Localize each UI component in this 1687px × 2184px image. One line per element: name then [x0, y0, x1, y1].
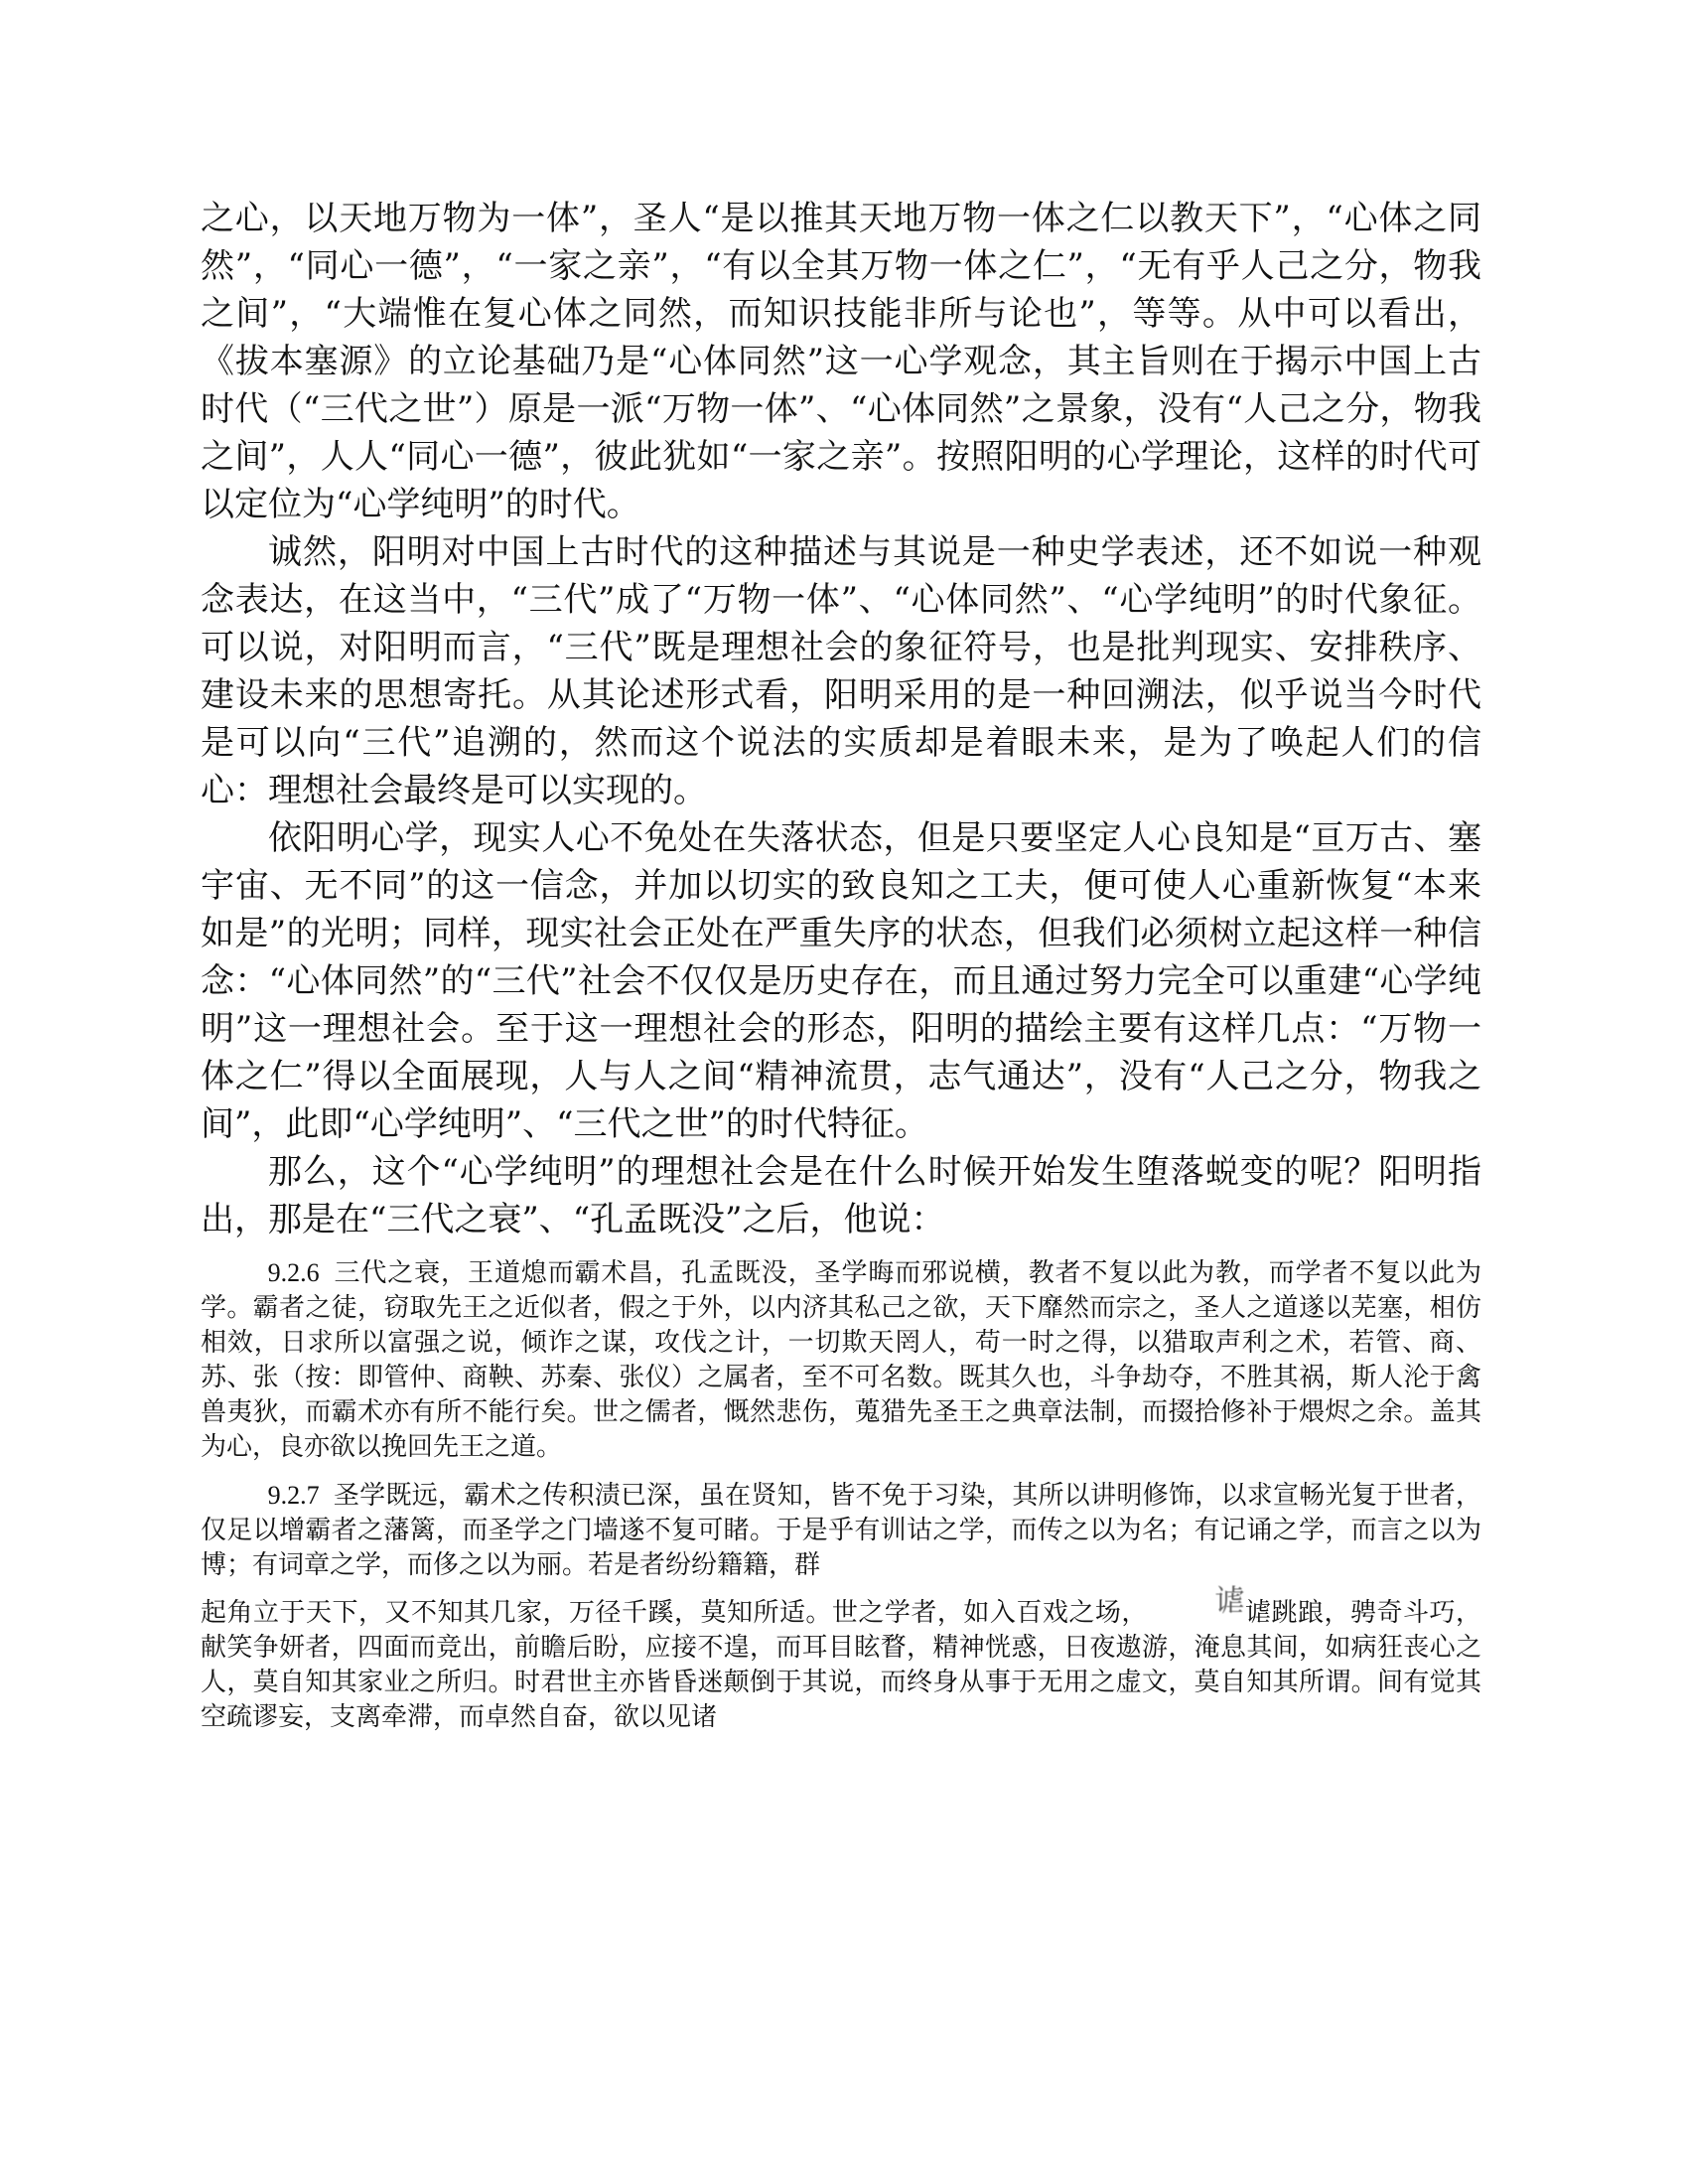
quote-number: 9.2.7	[267, 1481, 320, 1510]
quote-text-part-2: 起角立于天下，又不知其几家，万径千蹊，莫知所适。世之学者，如入百戏之场，	[201, 1598, 1148, 1627]
paragraph-1: 之心，以天地万物为一体”，圣人“是以推其天地万物一体之仁以教天下”，“心体之同然”，“同心一德”，“一家之亲”，“有以全其万物一体之仁”，“无有乎人己之分，物我之间”，“大端惟在复心体之同然，而知识技能非所与论也”，等等。从中可以看出，《拔本塞源》的立论基础乃是“心体同然”这一心学观念，其主旨则在于揭示中国上古时代（“三代之世”）原是一派“万物一体”、“心体同然”之景象，没有“人己之分，物我之间”，人人“同心一德”，彼此犹如“一家之亲”。按照阳明的心学理论，这样的时代可以定位为“心学纯明”的时代。	[201, 199, 1481, 524]
paragraph-2: 诚然，阳明对中国上古时代的这种描述与其说是一种史学表述，还不如说一种观念表达，在这当中，“三代”成了“万物一体”、“心体同然”、“心学纯明”的时代象征。可以说，对阳明而言，“三代”既是理想社会的象征符号，也是批判现实、安排秩序、建设未来的思想寄托。从其论述形式看，阳明采用的是一种回溯法，似乎说当今时代是可以向“三代”追溯的，然而这个说法的实质却是着眼未来，是为了唤起人们的信心：理想社会最终是可以实现的。	[201, 532, 1481, 810]
paragraph-3: 依阳明心学，现实人心不免处在失落状态，但是只要坚定人心良知是“亘万古、塞宇宙、无不同”的这一信念，并加以切实的致良知之工夫，便可使人心重新恢复“本来如是”的光明；同样，现实社会正处在严重失序的状态，但我们必须树立起这样一种信念：“心体同然”的“三代”社会不仅仅是历史存在，而且通过努力完全可以重建“心学纯明”这一理想社会。至于这一理想社会的形态，阳明的描绘主要有这样几点：“万物一体之仁”得以全面展现，人与人之间“精神流贯，志气通达”，没有“人己之分，物我之间”，此即“心学纯明”、“三代之世”的时代特征。	[201, 818, 1481, 1144]
quote-text-part-1: 圣学既远，霸术之传积渍已深，虽在贤知，皆不免于习染，其所以讲明修饰，以求宣畅光复于世者，仅足以增霸者之藩篱，而圣学之门墙遂不复可睹。于是乎有训诂之学，而传之以为名；有记诵之学，而言之以为博；有词章之学，而侈之以为丽。若是者纷纷籍籍，群	[201, 1481, 1481, 1579]
quote-block-9-2-7	[201, 1478, 1481, 1734]
paragraph-4: 那么，这个“心学纯明”的理想社会是在什么时候开始发生堕落蜕变的呢？阳明指出，那是在“三代之衰”、“孔孟既没”之后，他说：	[201, 1152, 1481, 1239]
quote-text-part-3: 谑跳踉，骋奇斗巧，献笑争妍者，四面而竞出，前瞻后盼，应接不遑，而耳目眩瞀，精神恍惑，日夜遨游，淹息其间，如病狂丧心之人，莫自知其家业之所归。时君世主亦皆昏迷颠倒于其说，而终身从事于无用之虚文，莫自知其所谓。间有觉其空疏谬妄，支离牵滞，而卓然自奋，欲以见诸	[201, 1598, 1481, 1731]
smudged-character: 谑	[1214, 1585, 1245, 1618]
quote-block-9-2-6	[201, 1255, 1481, 1464]
quote-text: 三代之衰，王道熄而霸术昌，孔孟既没，圣学晦而邪说横，教者不复以此为教，而学者不复以此为学。霸者之徒，窃取先王之近似者，假之于外，以内济其私己之欲，天下靡然而宗之，圣人之道遂以芜塞，相仿相效，日求所以富强之说，倾诈之谋，攻伐之计，一切欺天罔人，苟一时之得，以猎取声利之术，若管、商、苏、张（按：即管仲、商鞅、苏秦、张仪）之属者，至不可名数。既其久也，斗争劫夺，不胜其祸，斯人沦于禽兽夷狄，而霸术亦有所不能行矣。世之儒者，慨然悲伤，蒐猎先圣王之典章法制，而掇拾修补于煨烬之余。盖其为心，良亦欲以挽回先王之道。	[201, 1258, 1481, 1461]
quote-number: 9.2.6	[267, 1258, 320, 1287]
document-page	[201, 195, 1481, 1734]
line-gap	[201, 1582, 1481, 1594]
